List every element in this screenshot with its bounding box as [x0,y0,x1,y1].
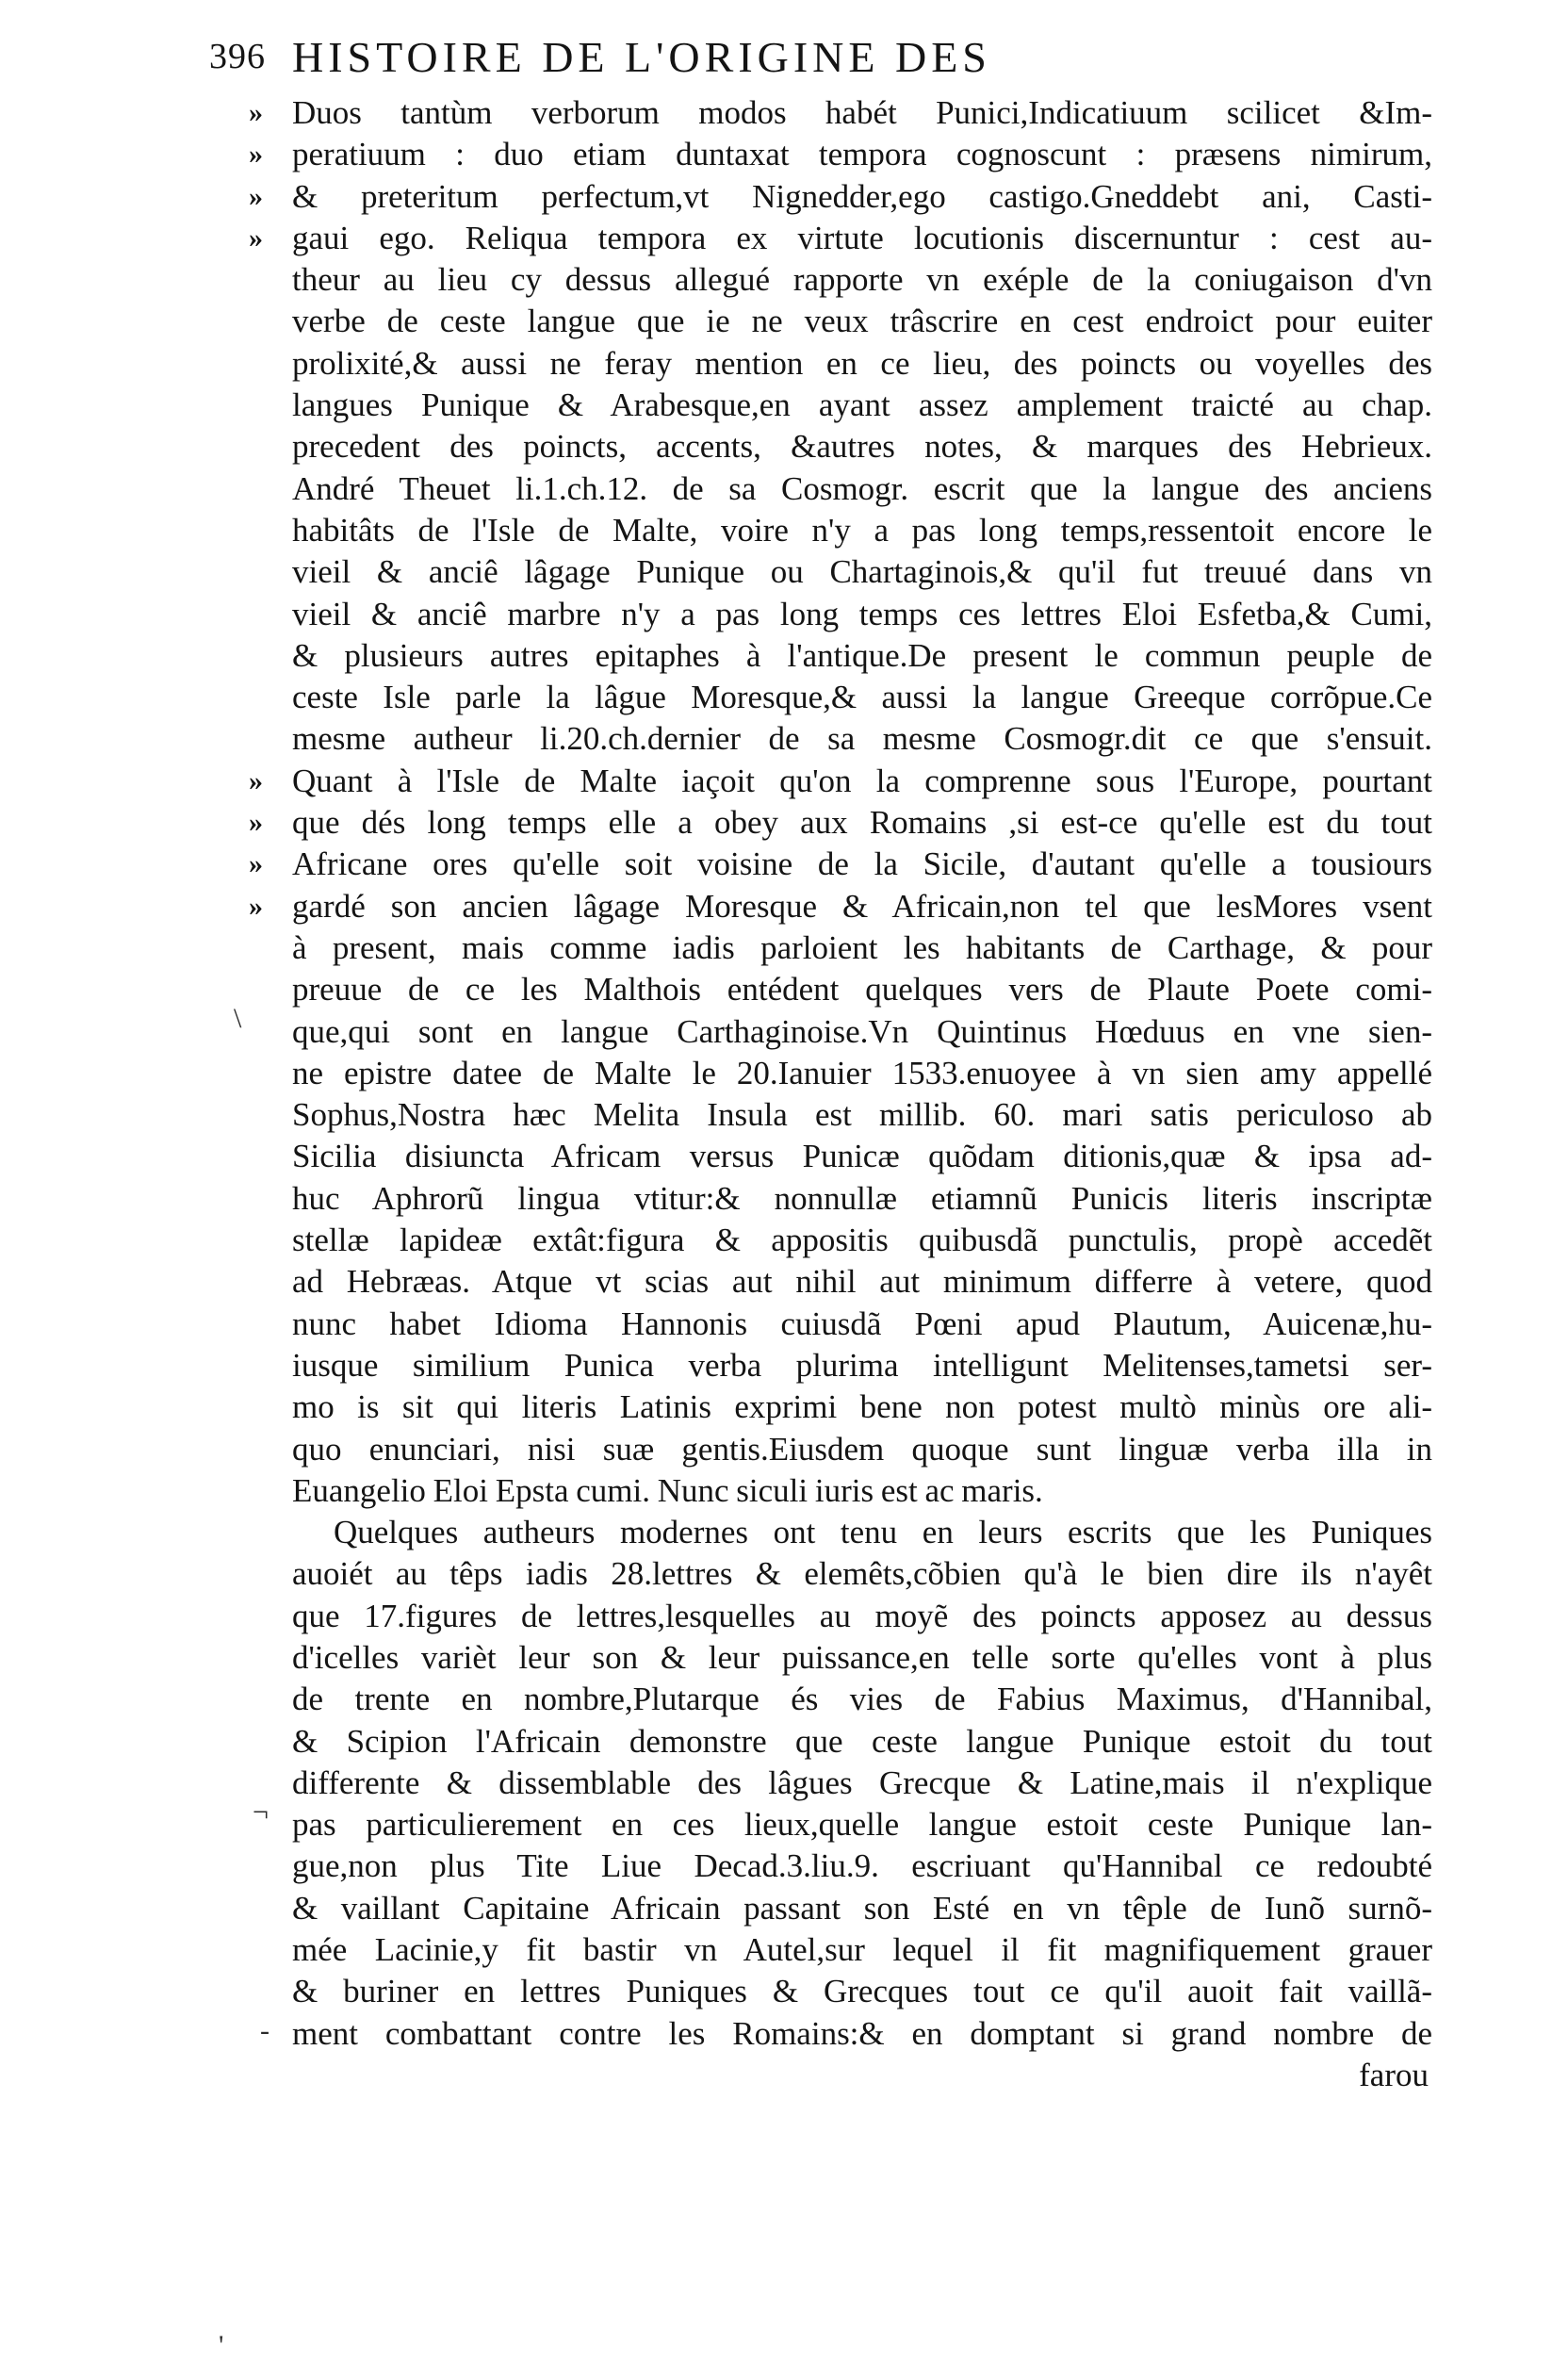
line-text: que dés long temps elle a obey aux Romains ,si est-ce qu'elle est du tout [292,804,1432,842]
line-text: & preteritum perfectum,vt Nignedder,ego castigo.Gneddebt ani, Casti- [292,177,1432,215]
line-text: & buriner en lettres Puniques & Grecques tout ce qu'il auoit fait vaillã- [292,1973,1432,2010]
text-line [292,1888,1432,1929]
line-text: ad Hebræas. Atque vt scias aut nihil aut minimum differre à vetere, quod [292,1263,1432,1301]
line-text: quo enunciari, nisi suæ gentis.Eiusdem quoque sunt linguæ verba illa in [292,1430,1432,1468]
line-text: que 17.figures de lettres,lesquelles au moyẽ des poincts apposez au dessus [292,1597,1432,1634]
line-text: Sophus,Nostra hæc Melita Insula est millib. 60. mari satis periculoso ab [292,1096,1432,1134]
line-text: verbe de ceste langue que ie ne veux trâscrire en cest endroict pour euiter [292,303,1432,340]
line-text: pas particulierement en ces lieux,quelle langue estoit ceste Punique lan- [292,1806,1432,1844]
line-text: gue,non plus Tite Liue Decad.3.liu.9. escriuant qu'Hannibal ce redoubté [292,1847,1432,1885]
text-line [292,1429,1432,1470]
quotation-marker: » [249,807,260,839]
line-text: mo is sit qui literis Latinis exprimi bene non potest multò minùs ore ali- [292,1388,1432,1426]
text-line [292,259,1432,301]
line-text: ceste Isle parle la lâgue Moresque,& aussi la langue Greeque corrõpue.Ce [292,679,1432,716]
line-text: vieil & anciê marbre n'y a pas long temps ces lettres Eloi Esfetba,& Cumi, [292,595,1432,632]
line-text: mée Lacinie,y fit bastir vn Autel,sur lequel il fit magnifiquement grauer [292,1931,1432,1969]
text-line [292,468,1432,510]
line-text: Africane ores qu'elle soit voisine de la Sicile, d'autant qu'elle a tousiours [292,845,1432,883]
text-line [292,635,1432,677]
line-text: nunc habet Idioma Hannonis cuiusdã Pœni apud Plautum, Auicenæ,hu- [292,1304,1432,1342]
line-text: mesme autheur li.20.ch.dernier de sa mesme Cosmogr.dit ce que s'ensuit. [292,720,1432,758]
line-text: & plusieurs autres epitaphes à l'antique.De present le commun peuple de [292,636,1432,674]
line-text: stellæ lapideæ extât:figura & appositis quibusdã punctulis, propè accedẽt [292,1222,1432,1259]
text-line [292,343,1432,385]
text-line [292,1929,1432,1971]
text-line [292,1261,1432,1303]
text-line [292,969,1432,1010]
line-text: Quant à l'Isle de Malte iaçoit qu'on la comprenne sous l'Europe, pourtant [292,762,1432,799]
line-text: & vaillant Capitaine Africain passant son Esté en vn têple de Iunõ surnõ- [292,1889,1432,1927]
text-line [292,510,1432,551]
text-line [292,1053,1432,1094]
line-text: prolixité,& aussi ne feray mention en ce lieu, des poincts ou voyelles des [292,344,1432,382]
line-text: ment combattant contre les Romains:& en domptant si grand nombre de [292,2014,1432,2052]
body-text [249,92,1432,2096]
text-line [249,761,1432,802]
text-line [249,176,1432,218]
quotation-marker: » [249,139,260,171]
line-text: differente & dissemblable des lâgues Grecque & Latine,mais il n'explique [292,1763,1432,1801]
quotation-marker: » [249,764,260,796]
text-line [292,1845,1432,1887]
line-text: langues Punique & Arabesque,en ayant assez amplement traicté au chap. [292,386,1432,424]
line-text: que,qui sont en langue Carthaginoise.Vn Quintinus Hœduus en vne sien- [292,1012,1432,1050]
line-text: vieil & anciê lâgage Punique ou Chartaginois,& qu'il fut treuué dans vn [292,553,1432,591]
line-text: gardé son ancien lâgage Moresque & Africain,non tel que lesMores vsent [292,887,1432,925]
line-text: iusque similium Punica verba plurima intelligunt Melitenses,tametsi ser- [292,1346,1432,1384]
text-line [292,1178,1432,1220]
text-line [249,218,1432,259]
text-line [292,1304,1432,1345]
catchword: farou [1359,2056,1429,2093]
line-text: ne epistre datee de Malte le 20.Ianuier 1533.enuoyee à vn sien amy appellé [292,1054,1432,1091]
margin-mark: ¬ [253,1796,269,1828]
text-line [292,1470,1432,1512]
margin-mark: ' [219,2330,224,2361]
text-line [292,1804,1432,1845]
text-line [292,1011,1432,1053]
text-line [292,1971,1432,2012]
quotation-marker: » [249,221,260,254]
line-text: Sicilia disiuncta Africam versus Punicæ quõdam ditionis,quæ & ipsa ad- [292,1138,1432,1175]
text-line [292,1637,1432,1679]
quotation-marker: » [249,180,260,212]
text-line [292,594,1432,635]
page-header [209,32,1246,89]
line-text: à present, mais comme iadis parloient les habitants de Carthage, & pour [292,928,1432,966]
text-line [292,1596,1432,1637]
text-line [292,2013,1432,2055]
line-text: habitâts de l'Isle de Malte, voire n'y a pas long temps,ressentoit encore le [292,511,1432,549]
text-line [249,844,1432,885]
quotation-marker: » [249,890,260,922]
text-line [249,802,1432,844]
line-text: Quelques autheurs modernes ont tenu en leurs escrits que les Puniques [334,1514,1432,1551]
line-text: precedent des poincts, accents, &autres notes, & marques des Hebrieux. [292,428,1432,466]
text-line [292,385,1432,426]
line-text: Duos tantùm verborum modos habét Punici,Indicatiuum scilicet &Im- [292,94,1432,131]
text-line [292,1220,1432,1261]
margin-mark: \ [234,1003,242,1034]
line-text: André Theuet li.1.ch.12. de sa Cosmogr. escrit que la langue des anciens [292,469,1432,507]
text-line [292,1553,1432,1595]
line-text: auoiét au têps iadis 28.lettres & elemêts,cõbien qu'à le bien dire ils n'ayêt [292,1555,1432,1593]
text-line [292,1721,1432,1763]
line-text: Euangelio Eloi Epsta cumi. Nunc siculi iuris est ac maris. [292,1471,1043,1509]
text-line [249,92,1432,134]
text-line [292,1094,1432,1136]
text-line [292,677,1432,718]
text-line [292,1386,1432,1428]
line-text: de trente en nombre,Plutarque és vies de Fabius Maximus, d'Hannibal, [292,1681,1432,1718]
line-text: d'icelles varièt leur son & leur puissance,en telle sorte qu'elles vont à plus [292,1638,1432,1676]
text-line [292,1136,1432,1177]
text-line [292,551,1432,593]
line-text: peratiuum : duo etiam duntaxat tempora cognoscunt : præsens nimirum, [292,136,1432,173]
text-line [249,134,1432,175]
text-line [292,426,1432,467]
page-number: 396 [209,37,266,76]
text-line [292,1512,1432,1553]
quotation-marker: » [249,848,260,880]
text-line [292,1679,1432,1720]
line-text: gaui ego. Reliqua tempora ex virtute locutionis discernuntur : cest au- [292,219,1432,256]
line-text: theur au lieu cy dessus allegué rapporte vn exéple de la coniugaison d'vn [292,261,1432,299]
quotation-marker: » [249,97,260,128]
line-text: huc Aphrorũ lingua vtitur:& nonnullæ etiamnũ Punicis literis inscriptæ [292,1179,1432,1217]
text-line [249,886,1432,927]
text-line [292,301,1432,342]
running-head: HISTOIRE DE L'ORIGINE DES [292,33,991,81]
margin-mark: - [260,2015,270,2046]
line-text: preuue de ce les Malthois entédent quelques vers de Plaute Poete comi- [292,971,1432,1009]
text-line [292,718,1432,760]
text-line [292,1763,1432,1804]
text-line [292,927,1432,969]
text-line [292,1345,1432,1386]
line-text: & Scipion l'Africain demonstre que ceste langue Punique estoit du tout [292,1722,1432,1760]
